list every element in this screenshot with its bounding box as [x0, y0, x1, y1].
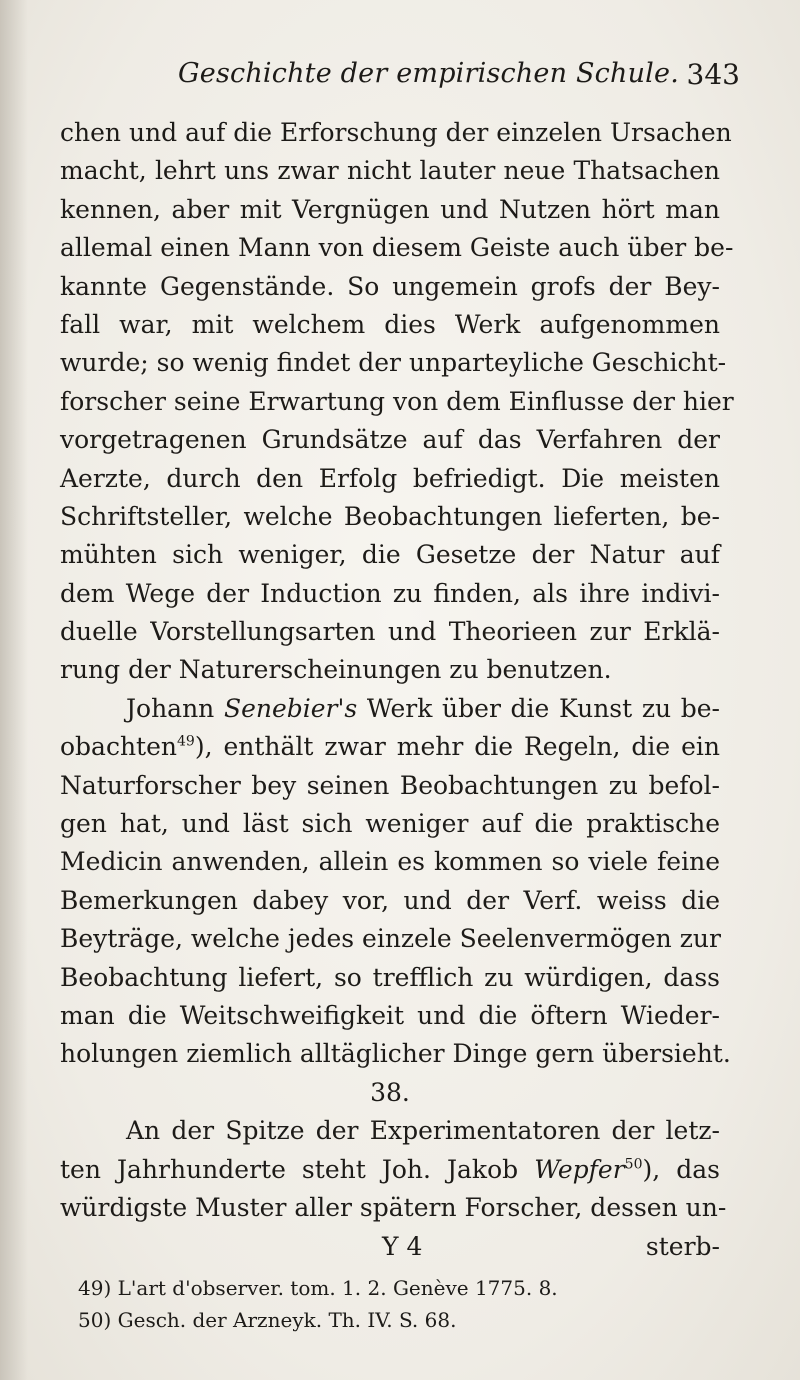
text-line: mühten sich weniger, die Gesetze der Natur auf	[60, 540, 720, 570]
text-line: würdigste Muster aller spätern Forscher, dessen un-	[60, 1192, 727, 1222]
text-line: Naturforscher bey seinen Beobachtungen zu befol-	[60, 770, 720, 800]
text-run: ten Jahrhunderte steht Joh. Jakob	[60, 1154, 535, 1184]
binding-shadow	[0, 0, 28, 1380]
paragraph-2	[60, 690, 731, 1074]
text-line: dem Wege der Induction zu finden, als ihre indivi-	[60, 578, 720, 608]
text-line: vorgetragenen Grundsätze auf das Verfahren der	[60, 425, 720, 455]
running-title: Geschichte der empirischen Schule.	[178, 58, 679, 89]
footnote-text: L'art d'observer. tom. 1. 2. Genève 1775. 8.	[117, 1276, 558, 1300]
text-line: kennen, aber mit Vergnügen und Nutzen hört man	[60, 194, 720, 224]
author-name-wepfer: Wepfer	[534, 1154, 625, 1184]
section-number: 38.	[370, 1077, 410, 1107]
footnote-49	[78, 1272, 698, 1304]
signature-mark: Y 4	[382, 1232, 423, 1262]
text-run: ), das	[642, 1154, 720, 1184]
text-line: forscher seine Erwartung von dem Einflusse der hier	[60, 386, 734, 416]
catchword: sterb-	[645, 1232, 720, 1262]
footnote-text: Gesch. der Arzneyk. Th. IV. S. 68.	[117, 1308, 457, 1332]
footnotes	[78, 1272, 698, 1336]
text-line: Medicin anwenden, allein es kommen so viele feine	[60, 847, 720, 877]
text-line: Beobachtung liefert, so trefflich zu würdigen, dass	[60, 962, 720, 992]
text-line: gen hat, und läst sich weniger auf die praktische	[60, 809, 720, 839]
signature-row	[60, 1227, 720, 1267]
text-line: duelle Vorstellungsarten und Theorieen zur Erklä-	[60, 617, 720, 647]
page-number: 343	[686, 58, 740, 91]
author-name-senebier: Senebier's	[223, 693, 358, 723]
text-run: Werk über die Kunst zu be-	[357, 693, 720, 723]
text-line: wurde; so wenig findet der unparteyliche Geschicht-	[60, 348, 727, 378]
paragraph-3	[60, 1112, 727, 1227]
footnote-50	[78, 1304, 698, 1336]
text-line: macht, lehrt uns zwar nicht lauter neue Thatsachen	[60, 156, 720, 186]
text-line: An der Spitze der Experimentatoren der letz-	[126, 1116, 720, 1146]
text-run: ), enthält zwar mehr die Regeln, die ein	[194, 732, 720, 762]
text-line: kannte Gegenstände. So ungemein grofs der Bey-	[60, 271, 720, 301]
footnote-label: 49)	[78, 1276, 112, 1300]
text-line: chen und auf die Erforschung der einzelen Ursachen	[60, 118, 732, 147]
text-run: Johann	[126, 693, 224, 723]
footnote-ref-49: 49	[177, 733, 195, 750]
text-line	[60, 728, 720, 766]
text-line: holungen ziemlich alltäglicher Dinge gern übersieht.	[60, 1039, 731, 1069]
text-line	[60, 690, 720, 728]
footnote-ref-50: 50	[624, 1156, 643, 1173]
text-run: obachten	[60, 732, 178, 762]
text-line: Beyträge, welche jedes einzele Seelenvermögen zur	[60, 924, 721, 954]
text-line: rung der Naturerscheinungen zu benutzen.	[60, 655, 612, 685]
text-line: Bemerkungen dabey vor, und der Verf. weiss die	[60, 885, 720, 915]
footnote-label: 50)	[78, 1308, 112, 1332]
text-line: allemal einen Mann von diesem Geiste auch über be-	[60, 233, 734, 263]
text-line: fall war, mit welchem dies Werk aufgenommen	[60, 309, 720, 339]
text-line	[60, 1151, 720, 1189]
paragraph-1	[60, 114, 734, 690]
text-line: man die Weitschweifigkeit und die öftern Wieder-	[60, 1000, 720, 1030]
page-header	[60, 58, 740, 98]
text-line: Aerzte, durch den Erfolg befriedigt. Die meisten	[60, 463, 720, 493]
body-text	[60, 114, 734, 1267]
text-line: Schriftsteller, welche Beobachtungen lieferten, be-	[60, 501, 720, 531]
